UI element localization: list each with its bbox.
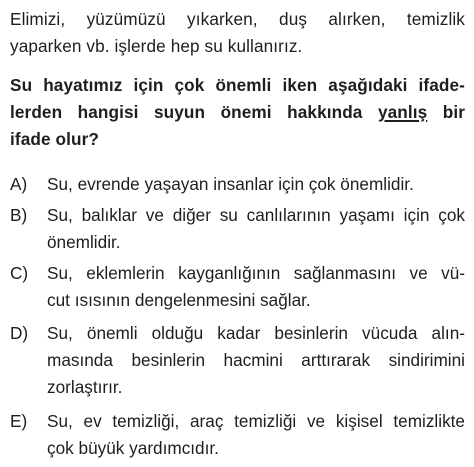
question-line-1: Su hayatımız için çok önemli iken aşağıdaki ifade-: [10, 75, 465, 95]
option-d-text-line-3: zorlaştırır.: [47, 377, 123, 397]
question-line-2-start: lerden hangisi suyun önemi hakkında: [10, 102, 378, 122]
option-a-letter: A): [10, 174, 28, 194]
intro-line-2: yaparken vb. işlerde hep su kullanırız.: [10, 36, 303, 56]
question-line-2: [10, 101, 465, 123]
option-c-letter: C): [10, 263, 29, 283]
underlined-keyword: yanlış: [377, 102, 428, 122]
option-e-letter: E): [10, 411, 28, 431]
option-d-letter: D): [10, 323, 29, 343]
option-c-text-line-2: cut ısısının dengelenmesini sağlar.: [47, 290, 311, 310]
option-d-text-line-1: Su, önemli olduğu kadar besinlerin vücuda alın-: [47, 323, 465, 343]
question-line-2-end: bir: [427, 102, 465, 122]
option-e-text-line-2: çok büyük yardımcıdır.: [47, 438, 219, 458]
question-line-3: ifade olur?: [10, 129, 99, 149]
option-b-text-line-2: önemlidir.: [47, 232, 121, 252]
option-a-text-line-1: Su, evrende yaşayan insanlar için çok önemlidir.: [47, 174, 414, 194]
intro-line-1: Elimizi, yüzümüzü yıkarken, duş alırken, temizlik: [10, 9, 465, 29]
option-b-letter: B): [10, 205, 28, 225]
option-b-text-line-1: Su, balıklar ve diğer su canlılarının yaşamı için çok: [47, 205, 465, 225]
option-c-text-line-1: Su, eklemlerin kayganlığının sağlanmasını ve vü-: [47, 263, 465, 283]
option-e-text-line-1: Su, ev temizliği, araç temizliği ve kişisel temizlikte: [47, 411, 465, 431]
option-d-text-line-2: masında besinlerin hacmini arttırarak sindirimini: [47, 350, 465, 370]
